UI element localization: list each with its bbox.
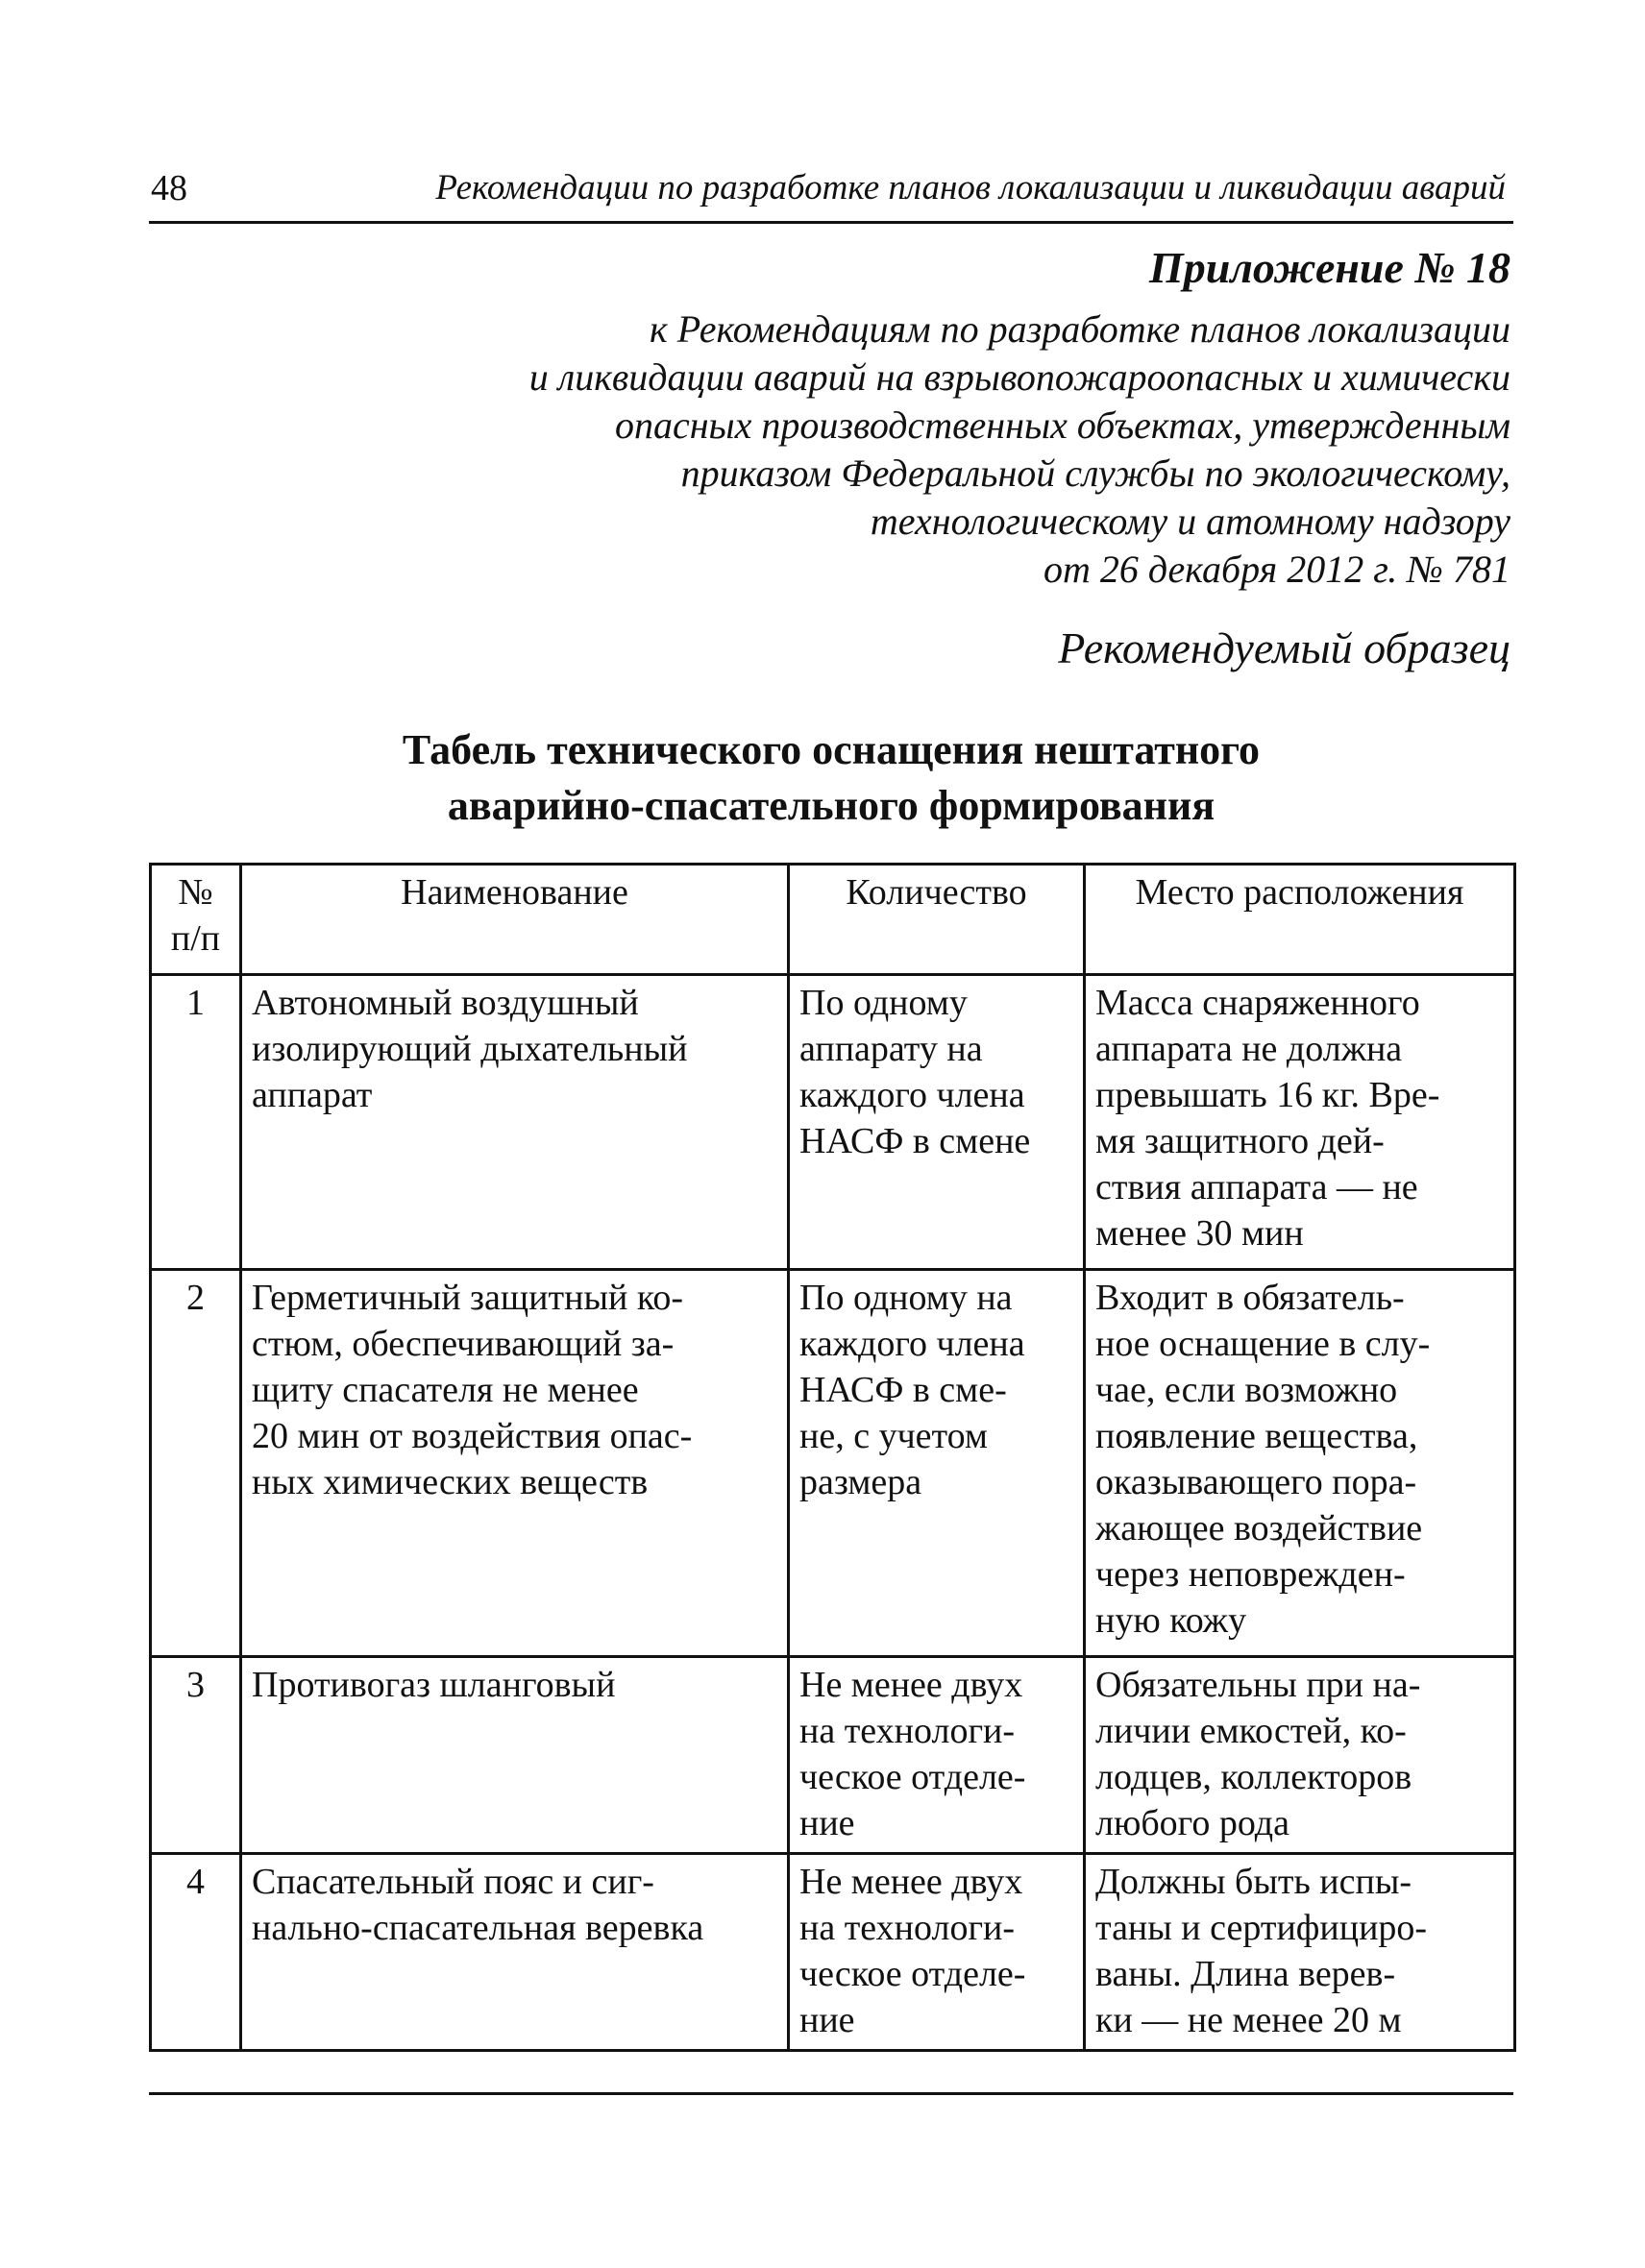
row-name [241, 975, 789, 1270]
text-line: на технологи- [799, 1711, 1016, 1751]
header-num [151, 865, 241, 975]
table-header-row [151, 865, 1515, 975]
text-line: Обязательны при на- [1095, 1665, 1421, 1705]
text-line: НАСФ в сме- [799, 1370, 1007, 1410]
text-line: Не менее двух [799, 1862, 1023, 1902]
text-line: оказывающего пора- [1095, 1462, 1417, 1502]
text-line: ки — не менее 20 м [1095, 2000, 1402, 2040]
text-line: не, с учетом [799, 1416, 988, 1456]
text-line: аппарата не должна [1095, 1029, 1403, 1069]
text-line: По одному [799, 983, 968, 1023]
text-line: Масса снаряженного [1095, 983, 1420, 1023]
text-line: Входит в обязатель- [1095, 1278, 1405, 1318]
text-line: По одному на [799, 1278, 1013, 1318]
text-line: превышать 16 кг. Вре- [1095, 1075, 1440, 1115]
row-number: 3 [151, 1657, 241, 1854]
appendix-line: к Рекомендациям по разработке планов локализации [650, 307, 1510, 351]
text-line: личии емкостей, ко- [1095, 1711, 1407, 1751]
text-line: мя защитного дей- [1095, 1121, 1385, 1161]
row-number: 2 [151, 1270, 241, 1657]
text-line: ствия аппарата — не [1095, 1167, 1418, 1207]
table-row [151, 1270, 1515, 1657]
text-line: Противогаз шланговый [252, 1665, 616, 1705]
appendix-line: и ликвидации аварий на взрывопожароопасных и химически [528, 355, 1510, 399]
row-location [1085, 975, 1515, 1270]
text-line: Автономный воздушный [252, 983, 639, 1023]
text-line: ние [799, 1803, 855, 1843]
header-num-line: п/п [170, 918, 221, 959]
running-head [149, 161, 1513, 224]
row-location [1085, 1854, 1515, 2051]
text-line: размера [799, 1462, 922, 1502]
text-line: нально-спасательная веревка [252, 1908, 704, 1948]
text-line: Герметичный защитный ко- [252, 1278, 684, 1318]
text-line: Спасательный пояс и сиг- [252, 1862, 654, 1902]
text-line: каждого члена [799, 1324, 1025, 1364]
document-title-line: аварийно-спасательного формирования [447, 782, 1215, 829]
text-line: аппарат [252, 1075, 373, 1115]
appendix-block [261, 238, 1510, 594]
text-line: жающее воздействие [1095, 1508, 1423, 1549]
row-name [241, 1270, 789, 1657]
text-line: через неповрежден- [1095, 1554, 1406, 1595]
text-line: каждого члена [799, 1075, 1025, 1115]
text-line: ние [799, 2000, 855, 2040]
row-quantity [789, 1270, 1085, 1657]
text-line: Должны быть испы- [1095, 1862, 1412, 1902]
text-line: любого рода [1095, 1803, 1289, 1843]
appendix-line: от 26 декабря 2012 г. № 781 [1043, 548, 1510, 591]
document-title [149, 722, 1513, 834]
text-line: Не менее двух [799, 1665, 1023, 1705]
bottom-divider [149, 2092, 1513, 2095]
row-name [241, 1854, 789, 2051]
text-line: изолирующий дыхательный [252, 1029, 688, 1069]
appendix-line: технологическому и атомному надзору [870, 500, 1510, 543]
text-line: ваны. Длина верев- [1095, 1954, 1396, 1994]
header-location: Место расположения [1085, 865, 1515, 975]
row-quantity [789, 975, 1085, 1270]
appendix-title: Приложение № 18 [1148, 243, 1510, 292]
text-line: ную кожу [1095, 1600, 1247, 1641]
appendix-line: опасных производственных объектах, утвержденным [614, 403, 1510, 447]
text-line: аппарату на [799, 1029, 983, 1069]
text-line: таны и сертифициро- [1095, 1908, 1428, 1948]
text-line: ческое отделе- [799, 1954, 1026, 1994]
table-row [151, 1854, 1515, 2051]
text-line: ное оснащение в слу- [1095, 1324, 1431, 1364]
document-title-line: Табель технического оснащения нештатного [402, 726, 1261, 773]
row-name [241, 1657, 789, 1854]
text-line: менее 30 мин [1095, 1213, 1304, 1254]
text-line: на технологи- [799, 1908, 1016, 1948]
row-location [1085, 1270, 1515, 1657]
row-location [1085, 1657, 1515, 1854]
running-title: Рекомендации по разработке планов локализации и ликвидации аварий [435, 168, 1506, 207]
text-line: появление вещества, [1095, 1416, 1418, 1456]
text-line: ных химических веществ [252, 1462, 649, 1502]
row-quantity [789, 1854, 1085, 2051]
sample-label: Рекомендуемый образец [1058, 623, 1510, 672]
header-num-line: № [178, 872, 213, 913]
text-line: ческое отделе- [799, 1757, 1026, 1797]
row-quantity [789, 1657, 1085, 1854]
row-number: 4 [151, 1854, 241, 2051]
text-line: щиту спасателя не менее [252, 1370, 639, 1410]
text-line: 20 мин от воздействия опас- [252, 1416, 693, 1456]
page-number: 48 [151, 168, 187, 208]
text-line: стюм, обеспечивающий за- [252, 1324, 675, 1364]
text-line: чае, если возможно [1095, 1370, 1398, 1410]
header-quantity: Количество [789, 865, 1085, 975]
header-name: Наименование [241, 865, 789, 975]
table-row [151, 975, 1515, 1270]
table-row [151, 1657, 1515, 1854]
appendix-line: приказом Федеральной службы по экологическому, [680, 451, 1510, 495]
equipment-table [149, 863, 1516, 2052]
row-number: 1 [151, 975, 241, 1270]
text-line: лодцев, коллекторов [1095, 1757, 1412, 1797]
text-line: НАСФ в смене [799, 1121, 1031, 1161]
